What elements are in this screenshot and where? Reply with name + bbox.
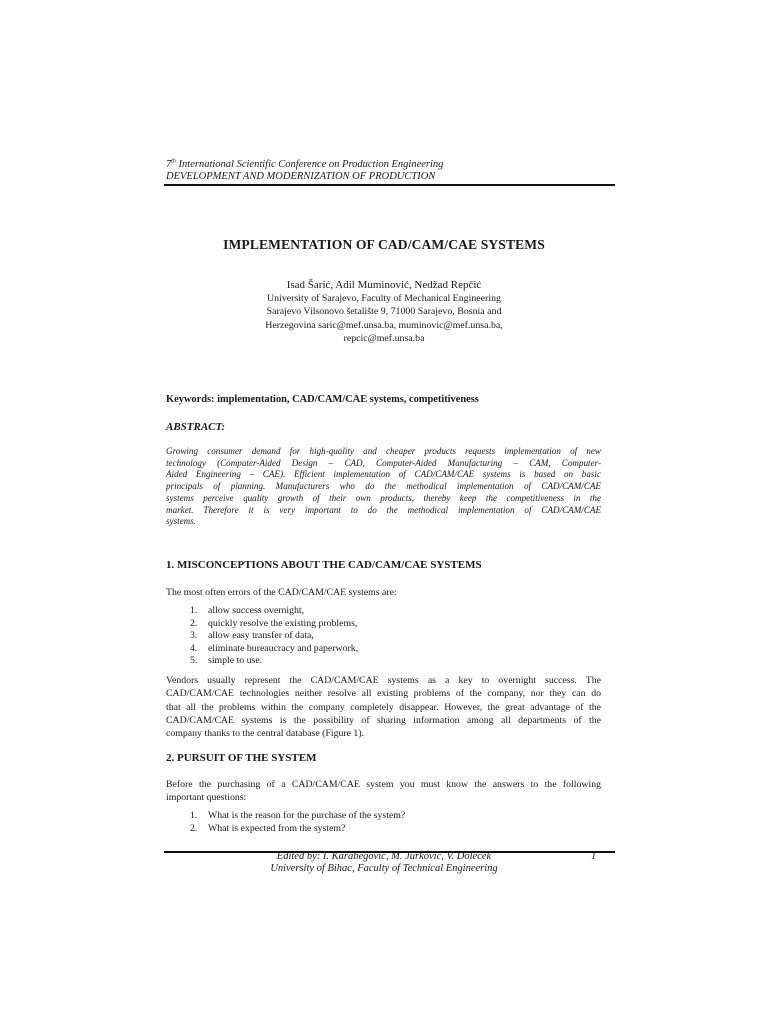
paragraph-line: CAD/CAM/CAE technologies neither resolve all existing problems of the company, nor they can do bbox=[166, 688, 601, 700]
conference-ordinal: 7 bbox=[166, 159, 172, 170]
paper-authors: Isad Šarić, Adil Muminović, Nedžad Repčić bbox=[286, 279, 482, 291]
list-item bbox=[190, 655, 358, 668]
page-number: 1 bbox=[591, 851, 597, 862]
list-item bbox=[190, 823, 405, 836]
conference-ordinal-suffix: th bbox=[171, 158, 176, 165]
section-2-intro bbox=[166, 778, 601, 805]
affiliation-line: repcic@mef.unsa.ba bbox=[343, 332, 425, 344]
conference-name: International Scientific Conference on Production Engineering bbox=[175, 159, 444, 170]
list-item-text: allow success overnight, bbox=[208, 605, 305, 616]
list-item-number: 1. bbox=[190, 605, 198, 616]
list-item-number: 3. bbox=[190, 630, 198, 642]
paragraph-line: that all the problems within the company completely disappear. However, the great advantage of the bbox=[166, 701, 601, 713]
abstract-line: principals of planning. Manufacturers who do the methodical implementation of CAD/CAM/CAE bbox=[166, 481, 601, 492]
paragraph-line: Before the purchasing of a CAD/CAM/CAE system you must know the answers to the following bbox=[166, 779, 601, 790]
paragraph-line: company thanks to the central database (Figure 1). bbox=[166, 728, 365, 740]
paragraph-line: The most often errors of the CAD/CAM/CAE systems are: bbox=[166, 587, 397, 598]
abstract-body bbox=[166, 446, 601, 528]
affiliation-line: Herzegovina saric@mef.unsa.ba, muminovic@mef.unsa.ba, bbox=[265, 319, 503, 331]
abstract-line: systems. bbox=[166, 516, 197, 527]
abstract-line: Aided Engineering – CAE). Efficient implementation of CAD/CAM/CAE systems is based on basic bbox=[166, 469, 601, 480]
questions-list bbox=[190, 810, 405, 835]
paragraph-line: Vendors usually represent the CAD/CAM/CAE systems as a key to overnight success. The bbox=[166, 675, 601, 686]
affiliation-line: Sarajevo Vilsonovo šetalište 9, 71000 Sarajevo, Bosnia and bbox=[266, 306, 502, 318]
list-item bbox=[190, 618, 358, 631]
list-item-number: 2. bbox=[190, 822, 198, 834]
list-item-text: simple to use. bbox=[208, 655, 263, 667]
affiliation-line: University of Sarajevo, Faculty of Mechanical Engineering bbox=[267, 293, 501, 304]
abstract-line: systems perceive quality growth of their own products, thereby keep the competitiveness in the bbox=[166, 492, 601, 503]
keywords: Keywords: implementation, CAD/CAM/CAE systems, competitiveness bbox=[166, 394, 479, 405]
list-item-number: 2. bbox=[190, 617, 198, 629]
conference-subtitle: DEVELOPMENT AND MODERNIZATION OF PRODUCTION bbox=[166, 171, 436, 182]
list-item-text: What is expected from the system? bbox=[208, 822, 346, 834]
section-1-paragraph bbox=[166, 674, 601, 740]
section-1-heading: 1. MISCONCEPTIONS ABOUT THE CAD/CAM/CAE SYSTEMS bbox=[166, 559, 482, 571]
list-item-text: quickly resolve the existing problems, bbox=[208, 617, 358, 629]
list-item-text: eliminate bureaucracy and paperwork, bbox=[208, 642, 359, 654]
abstract-line: market. Therefore it is very important to do the methodical implementation of CAD/CAM/CAE bbox=[166, 504, 601, 515]
list-item-number: 5. bbox=[190, 655, 198, 667]
list-item-number: 4. bbox=[190, 642, 198, 654]
header-rule bbox=[164, 184, 615, 186]
list-item-number: 1. bbox=[190, 810, 198, 821]
abstract-line: Growing consumer demand for high-quality and cheaper products requests implementation of new bbox=[166, 446, 601, 456]
paragraph-line: important questions: bbox=[166, 792, 247, 804]
paragraph-line: CAD/CAM/CAE systems is the possibility of sharing information among all departments of the bbox=[166, 714, 601, 726]
list-item-text: What is the reason for the purchase of the system? bbox=[208, 810, 406, 821]
paper-title: IMPLEMENTATION OF CAD/CAM/CAE SYSTEMS bbox=[223, 237, 545, 252]
section-1-intro bbox=[166, 586, 601, 599]
abstract-heading: ABSTRACT: bbox=[166, 421, 226, 433]
list-item bbox=[190, 630, 358, 643]
list-item bbox=[190, 643, 358, 656]
misconceptions-list bbox=[190, 605, 358, 668]
conference-header bbox=[166, 159, 443, 170]
section-2-heading: 2. PURSUIT OF THE SYSTEM bbox=[166, 752, 317, 764]
footer-editors: Edited by: I. Karabegovic, M. Jurkovic, V. Dolecek bbox=[276, 851, 492, 862]
author-affiliation bbox=[250, 292, 518, 345]
footer-university: University of Bihac, Faculty of Technical Engineering bbox=[270, 863, 498, 874]
list-item bbox=[190, 605, 358, 618]
list-item bbox=[190, 810, 405, 823]
abstract-line: technology (Computer-Aided Design – CAD, Computer-Aided Manufacturing – CAM, Computer- bbox=[166, 457, 601, 468]
list-item-text: allow easy transfer of data, bbox=[208, 630, 314, 642]
